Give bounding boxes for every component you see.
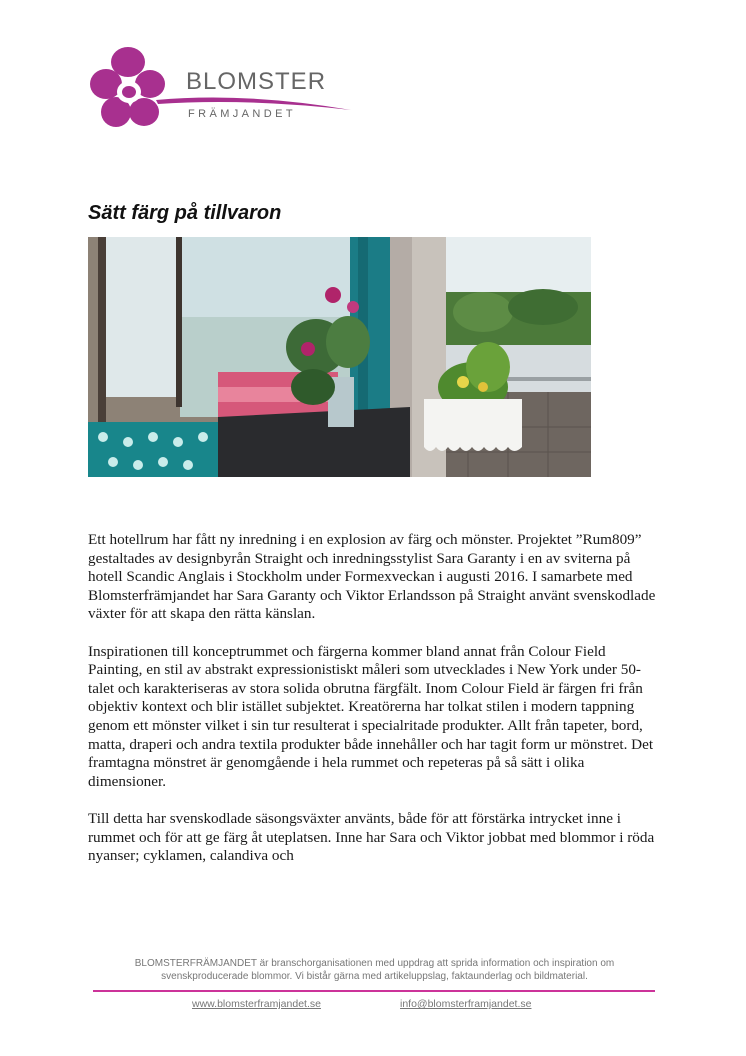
- paragraph: Inspirationen till konceptrummet och färgerna kommer bland annat från Colour Field Painting, en stil av abstrakt expressionistiskt måleri som utvecklades i New York under 50-talet och karakteriseras av stora solida obrutna färgfält. Inom Colour Field är färgen fri från objektiv kontext och blir istället subjektet. Kreatörerna har tolkat stilen i modern tappning genom ett mönster vilket i sin tur resulterat i specialritade produkter. Allt från tapeter, bord, matta, draperi och andra textila produkter både innehåller och har tagit form ur mönstret. Det framtagna mönstret är genomgående i hela rummet och repeteras på så sätt i olika dimensioner.: [88, 642, 654, 790]
- website-link[interactable]: www.blomsterframjandet.se: [192, 998, 321, 1010]
- paragraph: Ett hotellrum har fått ny inredning i en explosion av färg och mönster. Projektet ”Rum809” gestaltades av designbyrån Straight och inredningsstylist Sara Garanty i en av sviterna på hotell Scandic Anglais i Stockholm under Formexveckan i augusti 2016. I samarbete med Blomsterfrämjandet har Sara Garanty och Viktor Erlandsson på Straight använt svenskodlade växter för att skapa den rätta känslan.: [88, 531, 656, 623]
- logo-subtitle: FRÄMJANDET: [188, 108, 296, 120]
- email-link[interactable]: info@blomsterframjandet.se: [400, 998, 532, 1010]
- logo: [86, 40, 366, 135]
- logo-wordmark: BLOMSTER: [186, 68, 327, 95]
- footer-divider: [93, 990, 655, 992]
- footer-description: BLOMSTERFRÄMJANDET är branschorganisationen med uppdrag att sprida information och inspiration om svenskproducerade blommor. Vi bistår gärna med artikeluppslag, faktaunderlag och bildmaterial.: [134, 958, 615, 982]
- paragraph: Till detta har svenskodlade säsongsväxter använts, både för att förstärka intrycket inne i rummet och för att ge färg åt uteplatsen. Inne har Sara och Viktor jobbat med blommor i röda nyanser; cyklamen, calandiva och: [88, 809, 655, 865]
- article-body: [88, 531, 658, 884]
- hotel-room-photo: [88, 237, 591, 477]
- article-title: Sätt färg på tillvaron: [88, 202, 282, 224]
